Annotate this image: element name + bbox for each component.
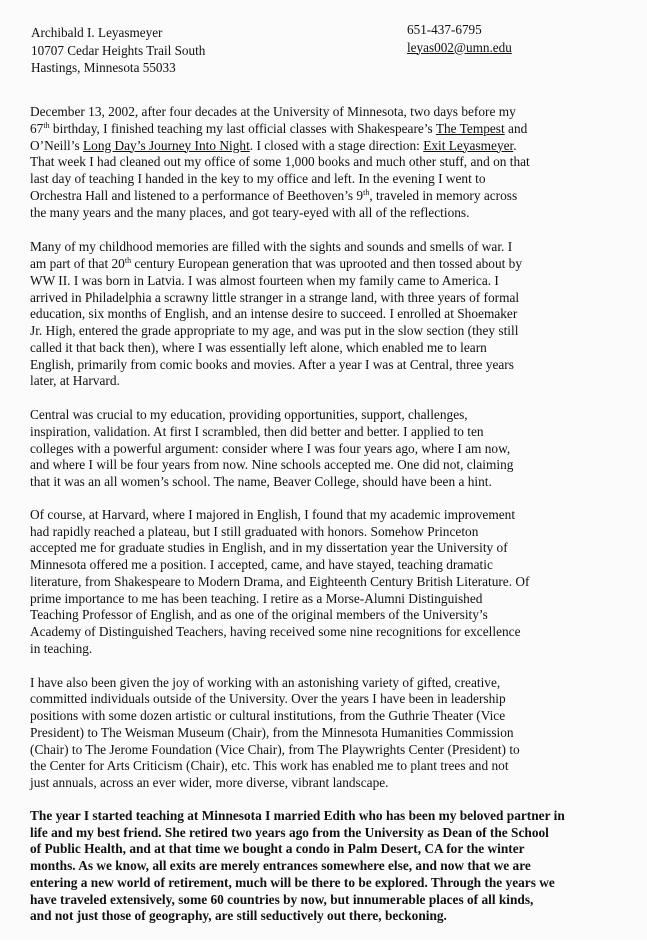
text-line: colleges with a powerful argument: consider where I was four years ago, where I am now, bbox=[30, 440, 511, 456]
text-line: of Public Health, and at that time we bought a condo in Palm Desert, CA for the winter bbox=[30, 841, 525, 857]
text-line: prime importance to me has been teaching. I retire as a Morse-Alumni Distinguished bbox=[30, 590, 483, 606]
text-line: life and my best friend. She retired two years ago from the University as Dean of the School bbox=[30, 824, 549, 840]
text-line: accepted me for graduate studies in English, and in my dissertation year the University of bbox=[30, 540, 508, 556]
paragraph-family bbox=[30, 808, 623, 925]
text-line: President) to The Weisman Museum (Chair), from the Minnesota Humanities Commission bbox=[30, 724, 514, 740]
text-run: Orchestra Hall and listened to a performance of Beethoven’s 9 bbox=[30, 187, 364, 203]
text-line: Jr. High, entered the grade appropriate to my age, and was put in the slow section (they still bbox=[30, 323, 519, 338]
text-line bbox=[30, 188, 623, 205]
text-line: Minnesota offered me a position. I accepted, came, and have stayed, teaching dramatic bbox=[30, 557, 493, 572]
text-run: . bbox=[513, 137, 517, 153]
text-line: I have also been given the joy of working with an astonishing variety of gifted, creative, bbox=[30, 674, 501, 690]
text-line bbox=[30, 138, 623, 155]
text-line: December 13, 2002, after four decades at the University of Minnesota, two days before my bbox=[30, 104, 516, 119]
text-line: positions with some dozen artistic or cultural institutions, from the Guthrie Theater (Vice bbox=[30, 708, 506, 723]
text-line: WW II. I was born in Latvia. I was almost fourteen when my family came to America. I bbox=[30, 272, 499, 288]
text-line bbox=[30, 256, 623, 273]
text-run: am part of that 20 bbox=[30, 256, 125, 271]
text-line: the many years and the many places, and got teary-eyed with all of the reflections. bbox=[30, 204, 470, 220]
superscript: th bbox=[124, 256, 132, 265]
text-line: months. As we know, all exits are merely entrances somewhere else, and now that we are bbox=[30, 858, 531, 873]
paragraph-harvard bbox=[30, 507, 623, 658]
text-line: That week I had cleaned out my office of some 1,000 books and much other stuff, and on that bbox=[30, 154, 530, 170]
text-run: and bbox=[504, 120, 528, 136]
text-line: Of course, at Harvard, where I majored in English, I found that my academic improvement bbox=[30, 506, 516, 522]
text-line: the Center for Arts Criticism (Chair), etc. This work has enabled me to plant trees and not bbox=[30, 758, 509, 774]
text-line: Many of my childhood memories are filled with the sights and sounds and smells of war. I bbox=[30, 239, 513, 255]
text-line: have traveled extensively, some 60 countries by now, but innumerable places of all kinds, bbox=[30, 891, 534, 907]
letter-body bbox=[30, 104, 623, 942]
superscript: th bbox=[43, 120, 50, 130]
text-line: Teaching Professor of English, and as one of the original members of the University’s bbox=[30, 607, 488, 623]
sender-name: Archibald I. Leyasmeyer bbox=[31, 25, 163, 40]
text-line: literature, from Shakespeare to Modern Drama, and Eighteenth Century British Literature. Of bbox=[30, 573, 530, 589]
text-line: (Chair) to The Jerome Foundation (Vice Chair), from The Playwrights Center (President) to bbox=[30, 741, 520, 757]
text-run: century European generation that was uprooted and then tossed about by bbox=[131, 256, 523, 271]
text-line bbox=[30, 121, 623, 138]
text-line: and not just those of geography, are still seductively out there, beckoning. bbox=[30, 908, 447, 924]
paragraph-central bbox=[30, 407, 623, 491]
text-run: . I closed with a stage direction: bbox=[249, 137, 424, 153]
sender-contact-block bbox=[407, 21, 512, 56]
play-title-long-days-journey: Long Day’s Journey Into Night bbox=[83, 137, 250, 153]
text-line: committed individuals outside of the University. Over the years I have been in leadership bbox=[30, 691, 506, 707]
text-line: inspiration, validation. At first I scrambled, then did better and better. I applied to ten bbox=[30, 423, 484, 439]
text-line: called it that back then), where I was essentially left alone, which enabled me to learn bbox=[30, 339, 487, 355]
text-line: arrived in Philadelphia a scrawny little stranger in a strange land, with three years of formal bbox=[30, 289, 520, 305]
text-line: entering a new world of retirement, much will be there to be explored. Through the years we bbox=[30, 874, 555, 890]
text-run: , traveled in memory across bbox=[369, 187, 518, 203]
text-line: in teaching. bbox=[30, 640, 93, 656]
paragraph-retirement bbox=[30, 104, 623, 221]
sender-email: leyas002@umn.edu bbox=[407, 39, 512, 55]
text-line: last day of teaching I handed in the key to my office and left. In the evening I went to bbox=[30, 171, 486, 186]
stage-direction-exit: Exit Leyasmeyer bbox=[423, 137, 514, 153]
text-line: education, six months of English, and an intense desire to succeed. I enrolled at Shoemaker bbox=[30, 306, 518, 322]
text-line: and where I will be four years from now. Nine schools accepted me. One did not, claiming bbox=[30, 457, 514, 473]
text-line: later, at Harvard. bbox=[30, 373, 120, 389]
sender-phone: 651-437-6795 bbox=[407, 22, 482, 37]
paragraph-community bbox=[30, 675, 623, 792]
text-line: English, primarily from comic books and movies. After a year I was at Central, three years bbox=[30, 356, 514, 372]
text-line: had rapidly reached a plateau, but I still graduated with honors. Somehow Princeton bbox=[30, 523, 479, 539]
play-title-the-tempest: The Tempest bbox=[435, 120, 505, 136]
text-run: birthday, I finished teaching my last official classes with Shakespeare’s bbox=[49, 120, 436, 136]
sender-city: Hastings, Minnesota 55033 bbox=[31, 60, 176, 75]
superscript: th bbox=[363, 187, 370, 197]
text-run: 67 bbox=[30, 120, 44, 136]
text-line: that it was an all women’s school. The name, Beaver College, should have been a hint. bbox=[30, 474, 492, 489]
text-run: O’Neill’s bbox=[30, 137, 83, 153]
text-line: The year I started teaching at Minnesota I married Edith who has been my beloved partner in bbox=[30, 807, 565, 823]
paragraph-childhood bbox=[30, 239, 623, 390]
sender-street: 10707 Cedar Heights Trail South bbox=[31, 42, 206, 58]
text-line: Central was crucial to my education, providing opportunities, support, challenges, bbox=[30, 407, 468, 422]
text-line: just annuals, across an ever wider, more diverse, vibrant landscape. bbox=[30, 775, 389, 790]
text-line: Academy of Distinguished Teachers, having received some nine recognitions for excellence bbox=[30, 624, 521, 639]
sender-address-block bbox=[31, 24, 205, 77]
